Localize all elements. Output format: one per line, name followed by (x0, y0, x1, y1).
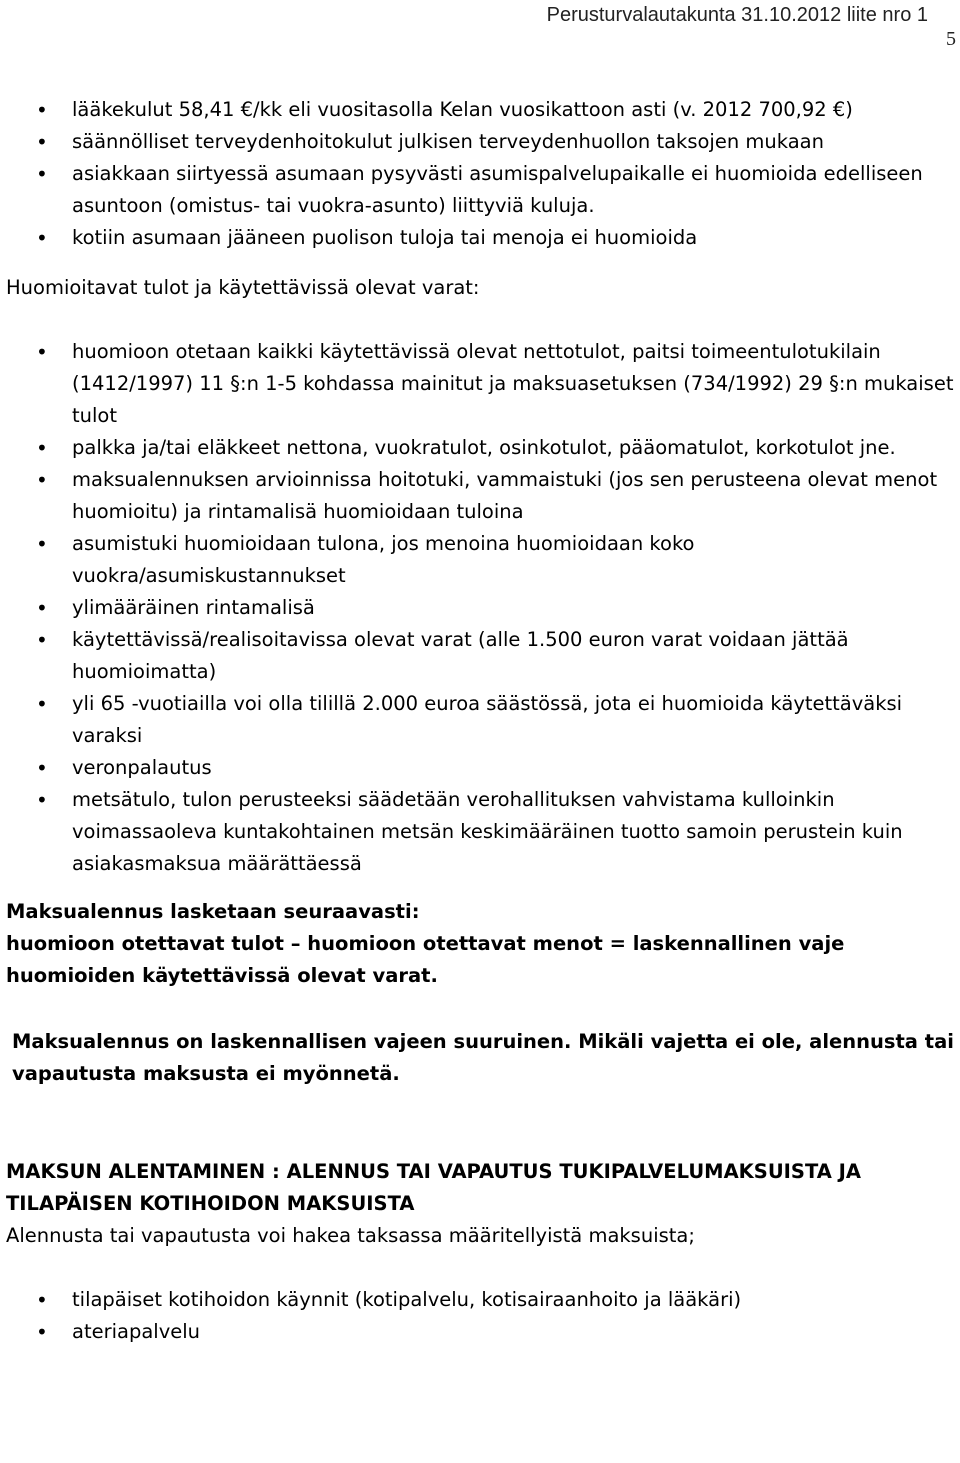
calc-note: Maksualennus on laskennallisen vajeen suuruinen. Mikäli vajetta ei ole, alennusta tai vapautusta maksusta ei myönnetä. (12, 1030, 954, 1085)
list-item: • metsätulo, tulon perusteeksi säädetään verohallituksen vahvistama kulloinkin voimassaoleva kuntakohtainen metsän keskimääräinen tuotto samoin perustein kuin asiakasmaksua määrättäessä (6, 784, 954, 880)
calc-heading: Maksualennus lasketaan seuraavasti: (6, 900, 420, 923)
list-item: • kotiin asumaan jääneen puolison tuloja tai menoja ei huomioida (6, 222, 954, 254)
list-item: • maksualennuksen arvioinnissa hoitotuki, vammaistuki (jos sen perusteena olevat menot huomioitu) ja rintamalisä huomioidaan tuloina (6, 464, 954, 528)
section-heading-reduction: MAKSUN ALENTAMINEN : ALENNUS TAI VAPAUTUS TUKIPALVELUMAKSUISTA JA TILAPÄISEN KOTIHOIDON MAKSUISTA (6, 1160, 861, 1215)
reduction-intro: Alennusta tai vapautusta voi hakea taksassa määritellyistä maksuista; (6, 1224, 695, 1247)
list-item: • lääkekulut 58,41 €/kk eli vuositasolla Kelan vuosikattoon asti (v. 2012 700,92 €) (6, 94, 954, 126)
list-item: • huomioon otetaan kaikki käytettävissä olevat nettotulot, paitsi toimeentulotukilain (1412/1997) 11 §:n 1-5 kohdassa mainitut ja maksuasetuksen (734/1992) 29 §:n mukaiset tulot (6, 336, 954, 432)
running-header: Perusturvalautakunta 31.10.2012 liite nro 1 (546, 4, 928, 26)
list-item: • asiakkaan siirtyessä asumaan pysyvästi asumispalvelupaikalle ei huomioida edelliseen asuntoon (omistus- tai vuokra-asunto) liittyviä kuluja. (6, 158, 954, 222)
income-items-list (6, 336, 954, 880)
reduction-items-list (6, 1284, 954, 1348)
page-number: 5 (946, 28, 956, 50)
cost-items-list (6, 94, 954, 254)
list-item: • yli 65 -vuotiailla voi olla tilillä 2.000 euroa säästössä, jota ei huomioida käytettäväksi varaksi (6, 688, 954, 752)
list-item: • säännölliset terveydenhoitokulut julkisen terveydenhuollon taksojen mukaan (6, 126, 954, 158)
list-item: • tilapäiset kotihoidon käynnit (kotipalvelu, kotisairaanhoito ja lääkäri) (6, 1284, 954, 1316)
list-item: • käytettävissä/realisoitavissa olevat varat (alle 1.500 euron varat voidaan jättää huomioimatta) (6, 624, 954, 688)
list-item: • asumistuki huomioidaan tulona, jos menoina huomioidaan koko vuokra/asumiskustannukset (6, 528, 954, 592)
section-heading-income: Huomioitavat tulot ja käytettävissä olevat varat: (6, 276, 480, 299)
list-item: • ateriapalvelu (6, 1316, 954, 1348)
document-body (6, 94, 954, 1348)
list-item: • veronpalautus (6, 752, 954, 784)
list-item: • palkka ja/tai eläkkeet nettona, vuokratulot, osinkotulot, pääomatulot, korkotulot jne. (6, 432, 954, 464)
calc-formula: huomioon otettavat tulot – huomioon otettavat menot = laskennallinen vaje huomioiden käytettävissä olevat varat. (6, 932, 845, 987)
list-item: • ylimääräinen rintamalisä (6, 592, 954, 624)
